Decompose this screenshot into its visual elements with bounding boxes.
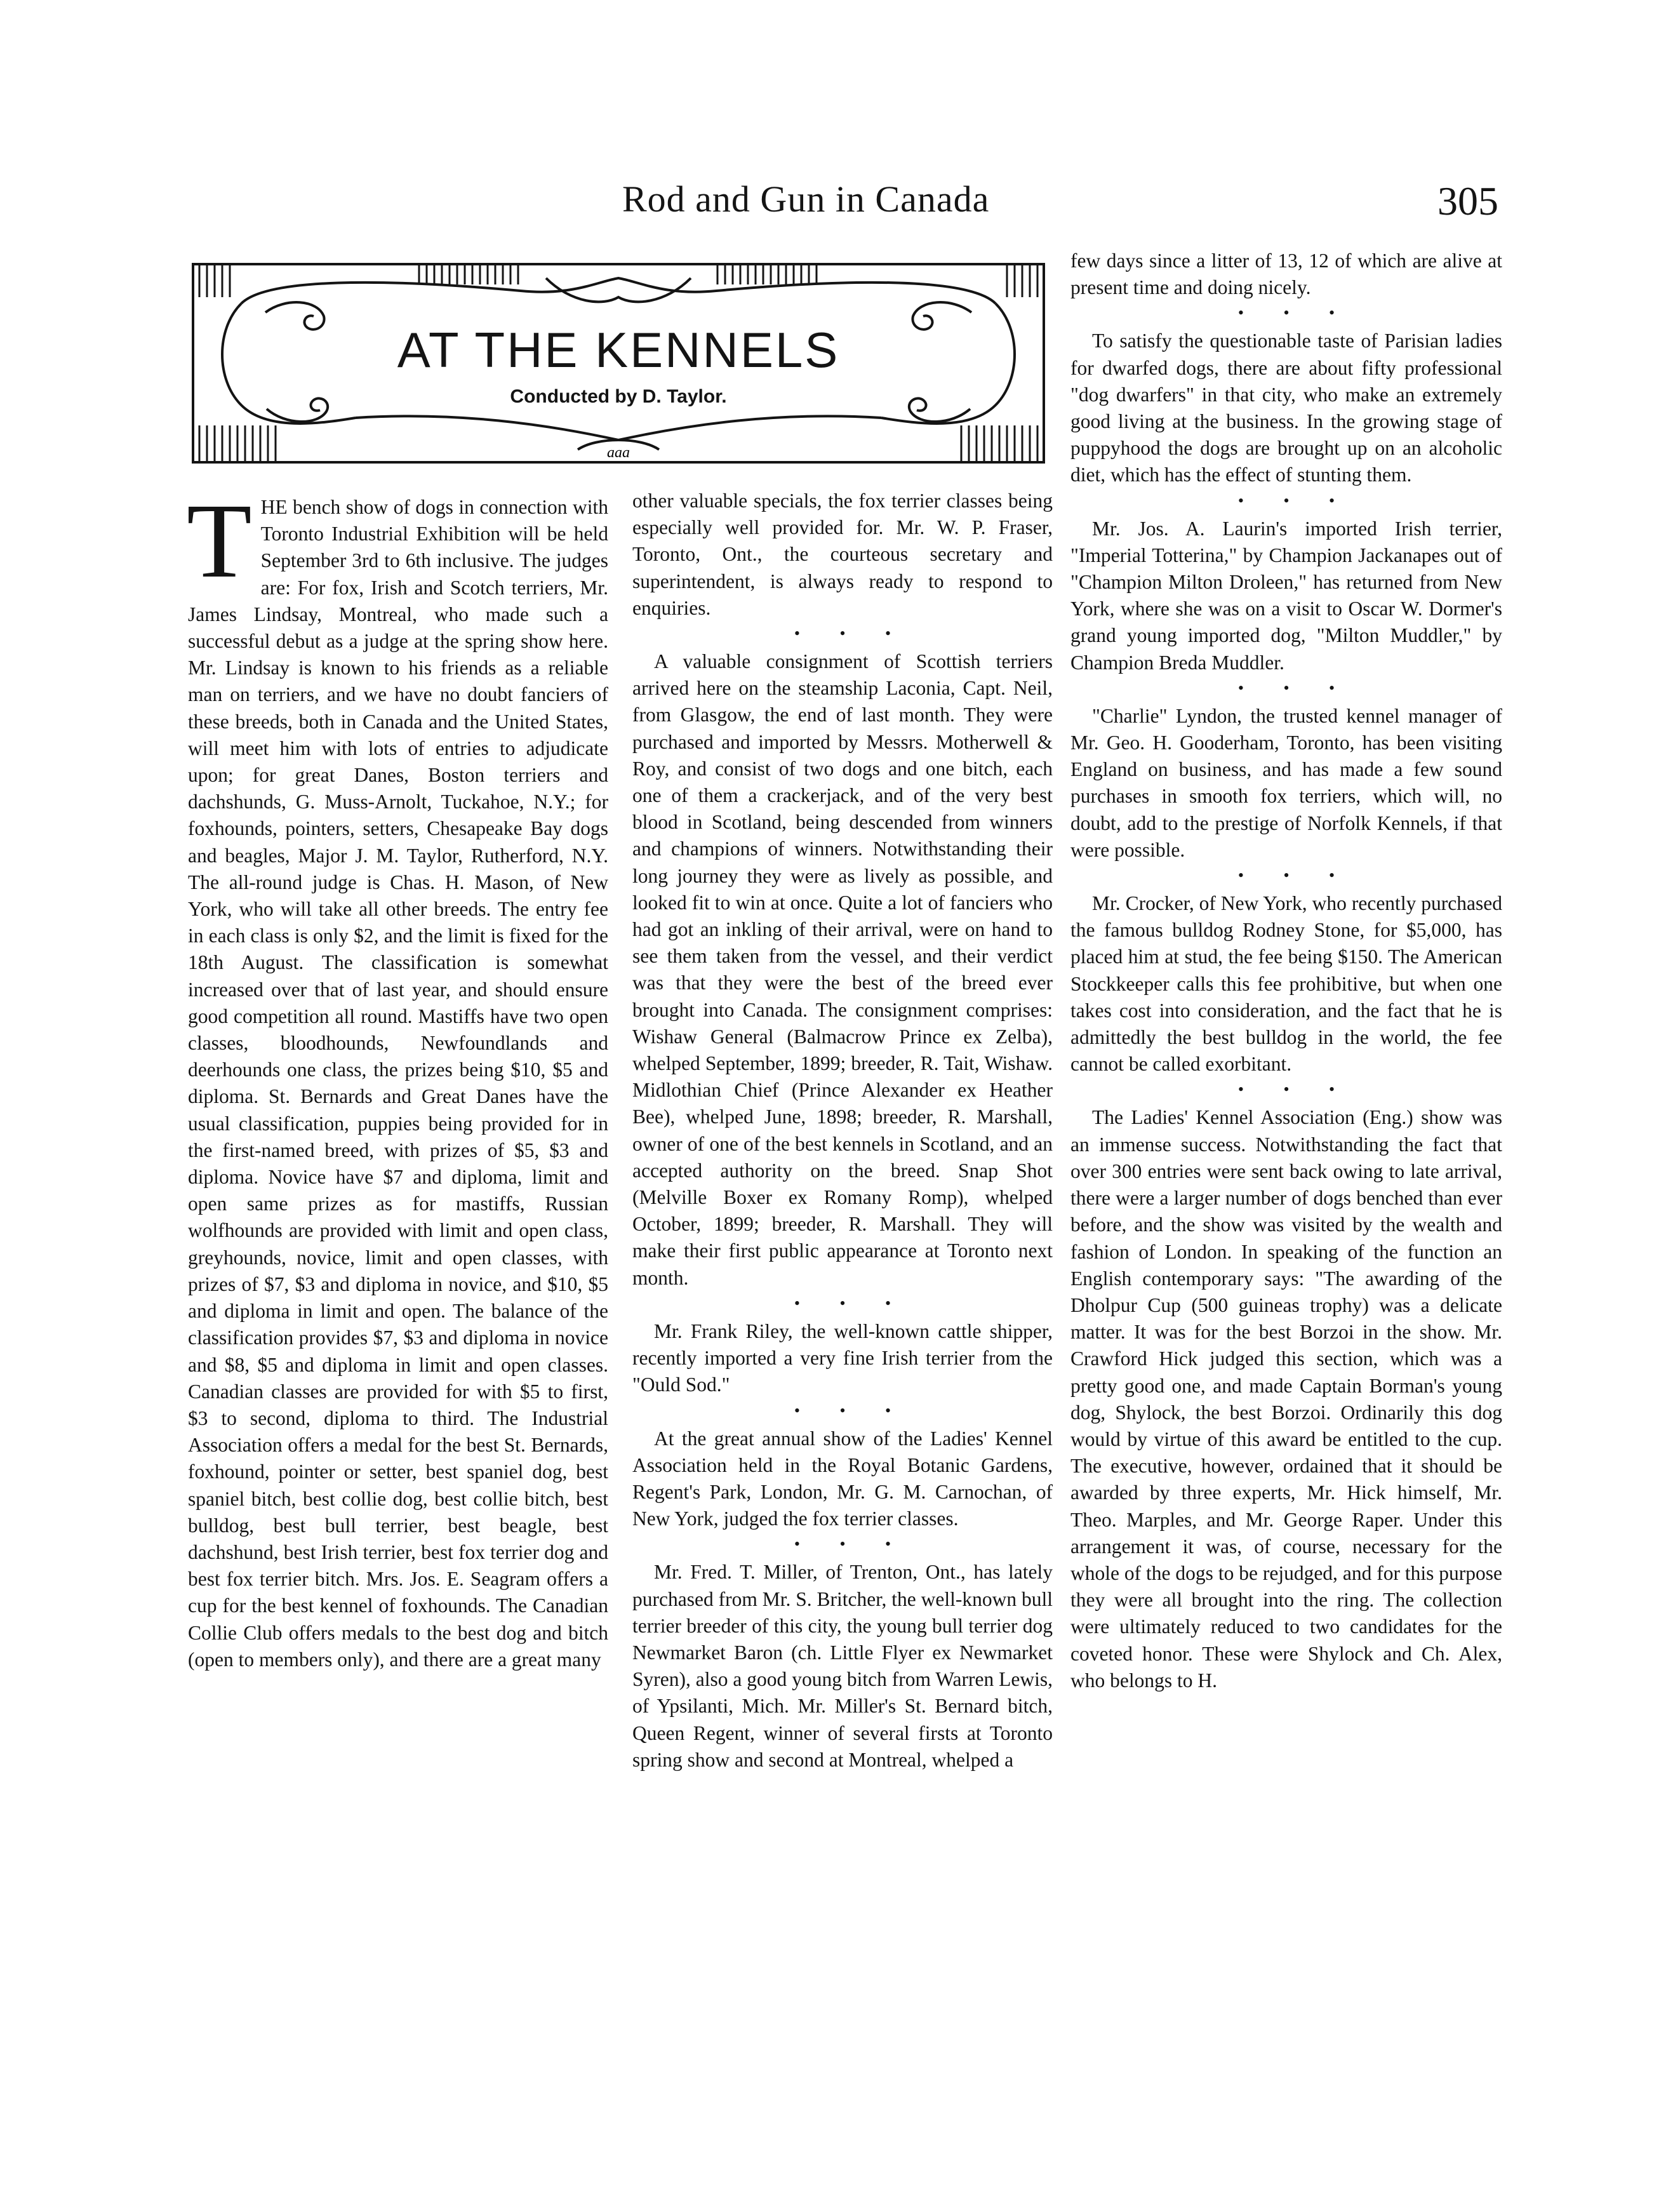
- paragraph: other valuable specials, the fox terrier classes being especially well provided for. Mr. W. P. Fraser, Toronto, Ont., the courteous secretary and superintendent, is always ready to respond to enquiries.: [632, 490, 1053, 619]
- section-banner: [190, 259, 1046, 469]
- separator-dots: • • •: [1237, 304, 1353, 323]
- section-title: AT THE KENNELS: [397, 322, 840, 378]
- paragraph: Mr. Jos. A. Laurin's imported Irish terrier, "Imperial Totterina," by Champion Jackanapes out of "Champion Milton Droleen," has returned from New York, where she was on a visit to Oscar W. Dormer's grand young imported dog, "Milton Muddler," by Champion Breda Muddler.: [1070, 517, 1502, 674]
- banner-ornament-text: aaa: [607, 444, 630, 461]
- paragraph: Mr. Fred. T. Miller, of Trenton, Ont., has lately purchased from Mr. S. Britcher, the well-known bull terrier breeder of this city, the young bull terrier dog Newmarket Baron (ch. Little Flyer ex Newmarket Syren), also a good young bitch from Warren Lewis, of Ypsilanti, Mich. Mr. Miller's St. Bernard bitch, Queen Regent, winner of several firsts at Toronto spring show and second at Montreal, whelped a: [632, 1561, 1053, 1771]
- paragraph: few days since a litter of 13, 12 of which are alive at present time and doing nicely.: [1070, 250, 1502, 299]
- paragraph: The Ladies' Kennel Association (Eng.) show was an immense success. Notwithstanding the fact that over 300 entries were sent back owing to late arrival, there were a larger number of dogs benched than ever before, and the show was visited by the wealth and fashion of London. In speaking of the function an English contemporary says: "The awarding of the Dholpur Cup (500 guineas trophy) was a delicate matter. It was for the best Borzoi in the show. Mr. Crawford Hick judged this section, which was a pretty good one, and made Captain Borman's young dog, Shylock, the best Borzoi. Ordinarily this dog would by virtue of this award be entitled to the cup. The executive, however, ordained that it should be awarded by three experts, Mr. Hick himself, Mr. Theo. Marples, and Mr. George Raper. Under this arrangement it was, of course, necessary for the whole of the dogs to be rejudged, and for this purpose they were all brought into the ring. The collection were ultimately reduced to two candidates for the coveted honor. These were Shylock and Ch. Alex, who belongs to H.: [1070, 1106, 1502, 1692]
- paragraph: Mr. Crocker, of New York, who recently purchased the famous bulldog Rodney Stone, for $5,000, has placed him at stud, the fee being $150. The American Stockkeeper calls this fee prohibitive, but when one takes cost into consideration, and the fact that he is admittedly the best bulldog in the world, the fee cannot be called exorbitant.: [1070, 892, 1502, 1076]
- column-2: [632, 488, 1053, 2005]
- separator-dots: • • •: [794, 1535, 909, 1554]
- paragraph: To satisfy the questionable taste of Parisian ladies for dwarfed dogs, there are about fifty professional "dog dwarfers" in that city, who make an extremely good living at the business. In the growing stage of puppyhood the dogs are brought up on an alcoholic diet, which has the effect of stunting them.: [1070, 330, 1502, 486]
- page-number: 305: [1437, 178, 1498, 224]
- separator-dots: • • •: [1237, 1080, 1353, 1099]
- paragraph: At the great annual show of the Ladies' Kennel Association held in the Royal Botanic Gardens, Regent's Park, London, Mr. G. M. Carnochan, of New York, judged the fox terrier classes.: [632, 1427, 1053, 1530]
- paragraph: "Charlie" Lyndon, the trusted kennel manager of Mr. Geo. H. Gooderham, Toronto, has been visiting England on business, and has made a few sound purchases in smooth fox terriers, which will, no doubt, add to the prestige of Norfolk Kennels, if that were possible.: [1070, 704, 1502, 861]
- separator-dots: • • •: [1237, 491, 1353, 510]
- separator-dots: • • •: [1237, 866, 1353, 885]
- paragraph: A valuable consignment of Scottish terriers arrived here on the steamship Laconia, Capt. Neil, from Glasgow, the end of last month. They were purchased and imported by Messrs. Motherwell & Roy, and consist of two dogs and one bitch, each one of them a crackerjack, and of the very best blood in Scotland, being descended from winners and champions of winners. Notwithstanding their long journey they were as lively as possible, and looked fit to win at once. Quite a lot of fanciers who had got an inkling of their arrival, were on hand to see them taken from the vessel, and their verdict was that they were the best of the breed ever brought into Canada. The consignment comprises: Wishaw General (Balmacrow Prince ex Zelba), whelped September, 1899; breeder, R. Tait, Wishaw. Midlothian Chief (Prince Alexander ex Heather Bee), whelped June, 1898; breeder, R. Marshall, owner of one of the best kennels in Scotland, and an accepted authority on the breed. Snap Shot (Melville Boxer ex Romany Romp), whelped October, 1899; breeder, R. Marshall. They will make their first public appearance at Toronto next month.: [632, 650, 1053, 1289]
- separator-dots: • • •: [1237, 678, 1353, 697]
- separator-dots: • • •: [794, 1293, 909, 1312]
- column-1: [187, 482, 608, 2005]
- running-title: Rod and Gun in Canada: [622, 178, 990, 220]
- running-head: [190, 178, 1498, 236]
- separator-dots: • • •: [794, 624, 909, 643]
- section-byline: Conducted by D. Taylor.: [510, 386, 727, 407]
- paragraph: HE bench show of dogs in connection with Toronto Industrial Exhibition will be held September 3rd to 6th inclusive. The judges are: For fox, Irish and Scotch terriers, Mr. James Lindsay, Montreal, who made such a successful debut as a judge at the spring show here. Mr. Lindsay is known to his friends as a reliable man on terriers, and we have no doubt fanciers of these breeds, both in Canada and the United States, will meet him with lots of entries to adjudicate upon; for great Danes, Boston terriers and dachshunds, G. Muss-Arnolt, Tuckahoe, N.Y.; for foxhounds, pointers, setters, Chesapeake Bay dogs and beagles, Major J. M. Taylor, Rutherford, N.Y. The all-round judge is Chas. H. Mason, of New York, who will take all other breeds. The entry fee in each class is only $2, and the limit is fixed for the 18th August. The classification is somewhat increased over that of last year, and should ensure good competition all round. Mastiffs have two open classes, bloodhounds, Newfoundlands and deerhounds one class, the prizes being $10, $5 and diploma. St. Bernards and Great Danes have the usual classification, puppies being provided for in the first-named breed, with prizes of $5, $3 and diploma. Novice have $7 and diploma, limit and open same prizes as for mastiffs, Russian wolfhounds are provided with limit and open class, greyhounds, novice, limit and open classes, with prizes of $7, $3 and diploma in novice, and $10, $5 and diploma in limit and open. The balance of the classification provides $7, $3 and diploma in novice and $8, $5 and diploma in limit and open classes. Canadian classes are provided for with $5 to first, $3 to second, diploma to third. The Industrial Association offers a medal for the best St. Bernards, foxhound, pointer or setter, best spaniel dog, best spaniel bitch, best collie dog, best collie bitch, best bulldog, best bull terrier, best beagle, best dachshund, best Irish terrier, best fox terrier dog and best fox terrier bitch. Mrs. Jos. E. Seagram offers a cup for the best kennel of foxhounds. The Canadian Collie Club offers medals to the best dog and bitch (open to members only), and there are a great many: [188, 496, 608, 1671]
- paragraph: Mr. Frank Riley, the well-known cattle shipper, recently imported a very fine Irish terrier from the "Ould Sod.": [632, 1319, 1053, 1396]
- column-3: [1070, 248, 1502, 2005]
- drop-cap: T: [187, 482, 252, 600]
- separator-dots: • • •: [794, 1401, 909, 1420]
